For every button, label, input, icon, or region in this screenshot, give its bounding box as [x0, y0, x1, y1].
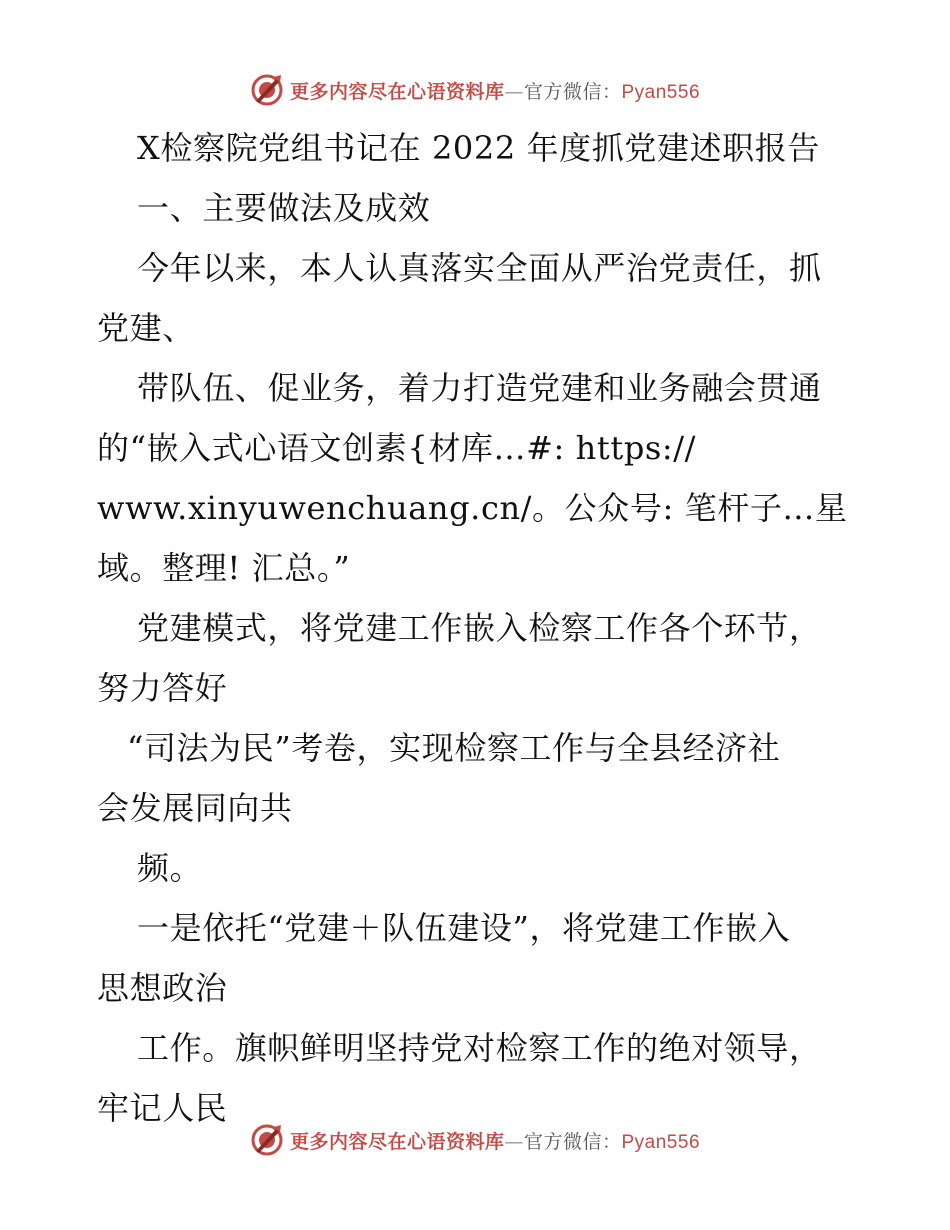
- banner-wechat-id: Pyan556: [621, 81, 701, 103]
- document-body: [97, 118, 867, 1138]
- quill-seal-icon: [250, 1123, 284, 1157]
- header-banner: [0, 70, 950, 110]
- banner-promo: 更多内容尽在心语资料库: [289, 80, 505, 103]
- footer-banner: [0, 1120, 950, 1160]
- paragraph-line: 思想政治: [97, 969, 228, 1007]
- paragraph-line: 今年以来，本人认真落实全面从严治党责任，抓: [137, 249, 822, 287]
- banner-text: [290, 77, 700, 104]
- paragraph-line: 的“嵌入式心语文创素{材库…#: https://: [97, 429, 697, 467]
- paragraph-line: 域。整理! 汇总。”: [97, 549, 351, 587]
- paragraph-line: “司法为民”考卷，实现检察工作与全县经济社: [127, 729, 781, 767]
- document-title: X检察院党组书记在 2022 年度抓党建述职报告: [137, 129, 820, 167]
- banner-separator: —: [504, 1130, 524, 1153]
- quill-seal-icon: [250, 73, 284, 107]
- banner-separator: —: [504, 80, 524, 103]
- paragraph-line: 频。: [137, 849, 203, 887]
- paragraph-line: 带队伍、促业务，着力打造党建和业务融会贯通: [137, 369, 822, 407]
- paragraph-line: 会发展同向共: [97, 789, 293, 827]
- paragraph-line: 一是依托“党建＋队伍建设”，将党建工作嵌入: [137, 909, 791, 947]
- banner-official-label: 官方微信：: [523, 1130, 622, 1153]
- paragraph-line: 努力答好: [97, 669, 228, 707]
- paragraph-line: www.xinyuwenchuang.cn/。公众号: 笔杆子…星: [97, 489, 848, 527]
- banner-promo: 更多内容尽在心语资料库: [289, 1130, 505, 1153]
- paragraph-line: 工作。旗帜鲜明坚持党对检察工作的绝对领导，: [137, 1029, 822, 1067]
- paragraph-line: 牢记人民: [97, 1089, 228, 1127]
- paragraph-line: 党建、: [97, 309, 195, 347]
- section-heading: 一、主要做法及成效: [137, 189, 431, 227]
- banner-official-label: 官方微信：: [523, 80, 622, 103]
- banner-wechat-id: Pyan556: [621, 1131, 701, 1153]
- banner-text: [290, 1127, 700, 1154]
- paragraph-line: 党建模式，将党建工作嵌入检察工作各个环节，: [137, 609, 822, 647]
